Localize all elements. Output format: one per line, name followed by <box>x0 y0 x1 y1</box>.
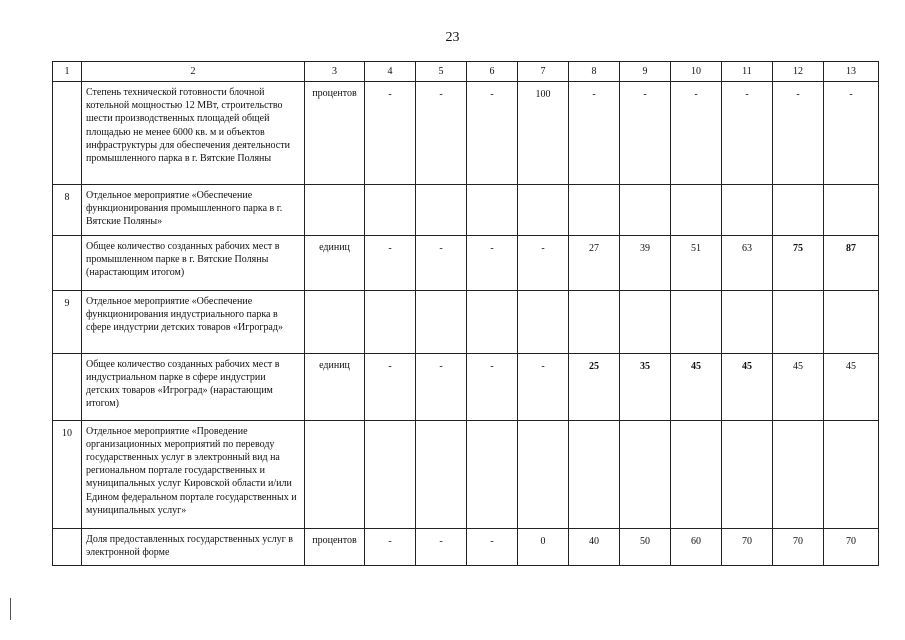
row-unit: единиц <box>305 353 365 420</box>
value-cell <box>722 185 773 236</box>
row-unit: процентов <box>305 528 365 565</box>
value-cell: - <box>416 353 467 420</box>
table-header-row <box>53 62 879 82</box>
value-cell <box>620 420 671 528</box>
header-cell: 5 <box>416 62 467 82</box>
value-cell: - <box>518 353 569 420</box>
value-cell <box>773 290 824 353</box>
value-cell <box>620 290 671 353</box>
row-number: 8 <box>53 185 82 236</box>
value-cell: 45 <box>671 353 722 420</box>
table-row <box>53 353 879 420</box>
header-cell: 11 <box>722 62 773 82</box>
row-unit: процентов <box>305 82 365 185</box>
row-description: Отдельное мероприятие «Обеспечение функционирования промышленного парка в г. Вятские Поляны» <box>82 185 305 236</box>
value-cell <box>722 290 773 353</box>
value-cell: - <box>467 528 518 565</box>
value-cell: - <box>365 353 416 420</box>
value-cell: - <box>365 235 416 290</box>
value-cell <box>824 185 879 236</box>
value-cell: 0 <box>518 528 569 565</box>
value-cell: 60 <box>671 528 722 565</box>
row-number <box>53 82 82 185</box>
value-cell: - <box>365 82 416 185</box>
row-unit <box>305 290 365 353</box>
value-cell <box>773 185 824 236</box>
value-cell <box>416 290 467 353</box>
value-cell <box>365 420 416 528</box>
value-cell: - <box>569 82 620 185</box>
page-number: 23 <box>445 30 460 45</box>
indicators-table <box>52 61 879 566</box>
row-description: Доля предоставленных государственных услуг в электронной форме <box>82 528 305 565</box>
value-cell: 35 <box>620 353 671 420</box>
value-cell: 70 <box>773 528 824 565</box>
value-cell: - <box>416 528 467 565</box>
value-cell: - <box>467 353 518 420</box>
value-cell <box>416 185 467 236</box>
value-cell: - <box>518 235 569 290</box>
value-cell: - <box>467 82 518 185</box>
value-cell: 45 <box>824 353 879 420</box>
value-cell: - <box>722 82 773 185</box>
header-cell: 13 <box>824 62 879 82</box>
header-cell: 9 <box>620 62 671 82</box>
header-cell: 6 <box>467 62 518 82</box>
value-cell: - <box>416 235 467 290</box>
table-row <box>53 528 879 565</box>
header-cell: 1 <box>53 62 82 82</box>
value-cell: 70 <box>824 528 879 565</box>
row-description: Степень технической готовности блочной котельной мощностью 12 МВт, строительство шести производственных площадей общей площадью не менее 6000 кв. м и объектов инфраструктуры для обеспечения деятельности промышленного парка в г. Вятские Поляны <box>82 82 305 185</box>
value-cell: 45 <box>773 353 824 420</box>
value-cell: 45 <box>722 353 773 420</box>
value-cell <box>467 185 518 236</box>
value-cell: - <box>416 82 467 185</box>
value-cell <box>773 420 824 528</box>
value-cell: 51 <box>671 235 722 290</box>
value-cell: - <box>620 82 671 185</box>
value-cell: 50 <box>620 528 671 565</box>
value-cell <box>518 290 569 353</box>
row-description: Отдельное мероприятие «Обеспечение функционирования индустриального парка в сфере индустрии детских товаров «Игроград» <box>82 290 305 353</box>
table-row <box>53 185 879 236</box>
value-cell <box>671 185 722 236</box>
value-cell: 70 <box>722 528 773 565</box>
table-row <box>53 235 879 290</box>
header-cell: 7 <box>518 62 569 82</box>
table-row <box>53 290 879 353</box>
table-row <box>53 82 879 185</box>
row-number <box>53 235 82 290</box>
value-cell <box>671 420 722 528</box>
row-unit <box>305 185 365 236</box>
value-cell <box>467 290 518 353</box>
value-cell: - <box>365 528 416 565</box>
row-unit: единиц <box>305 235 365 290</box>
row-description: Общее количество созданных рабочих мест в промышленном парке в г. Вятские Поляны (нарастающим итогом) <box>82 235 305 290</box>
value-cell: 25 <box>569 353 620 420</box>
value-cell <box>518 185 569 236</box>
row-number: 10 <box>53 420 82 528</box>
value-cell: 75 <box>773 235 824 290</box>
row-description: Отдельное мероприятие «Проведение организационных мероприятий по переводу государственных услуг в электронный вид на региональном портале государственных и муниципальных услуг Кировской области и/или Едином федеральном портале государственных и муниципальных услуг» <box>82 420 305 528</box>
value-cell <box>824 290 879 353</box>
value-cell: 100 <box>518 82 569 185</box>
value-cell: 39 <box>620 235 671 290</box>
value-cell: 87 <box>824 235 879 290</box>
value-cell: - <box>671 82 722 185</box>
value-cell <box>671 290 722 353</box>
value-cell: 27 <box>569 235 620 290</box>
value-cell <box>569 185 620 236</box>
value-cell <box>518 420 569 528</box>
row-unit <box>305 420 365 528</box>
value-cell <box>365 185 416 236</box>
value-cell <box>365 290 416 353</box>
scan-margin-mark <box>10 598 11 620</box>
value-cell: 63 <box>722 235 773 290</box>
header-cell: 2 <box>82 62 305 82</box>
header-cell: 12 <box>773 62 824 82</box>
row-description: Общее количество созданных рабочих мест в индустриальном парке в сфере индустрии детских товаров «Игроград» (нарастающим итогом) <box>82 353 305 420</box>
table-row <box>53 420 879 528</box>
value-cell <box>722 420 773 528</box>
row-number <box>53 353 82 420</box>
value-cell: - <box>824 82 879 185</box>
row-number: 9 <box>53 290 82 353</box>
value-cell: - <box>467 235 518 290</box>
value-cell: - <box>773 82 824 185</box>
header-cell: 8 <box>569 62 620 82</box>
value-cell <box>569 290 620 353</box>
header-cell: 10 <box>671 62 722 82</box>
value-cell <box>569 420 620 528</box>
row-number <box>53 528 82 565</box>
header-cell: 4 <box>365 62 416 82</box>
value-cell: 40 <box>569 528 620 565</box>
value-cell <box>824 420 879 528</box>
header-cell: 3 <box>305 62 365 82</box>
value-cell <box>467 420 518 528</box>
value-cell <box>416 420 467 528</box>
value-cell <box>620 185 671 236</box>
